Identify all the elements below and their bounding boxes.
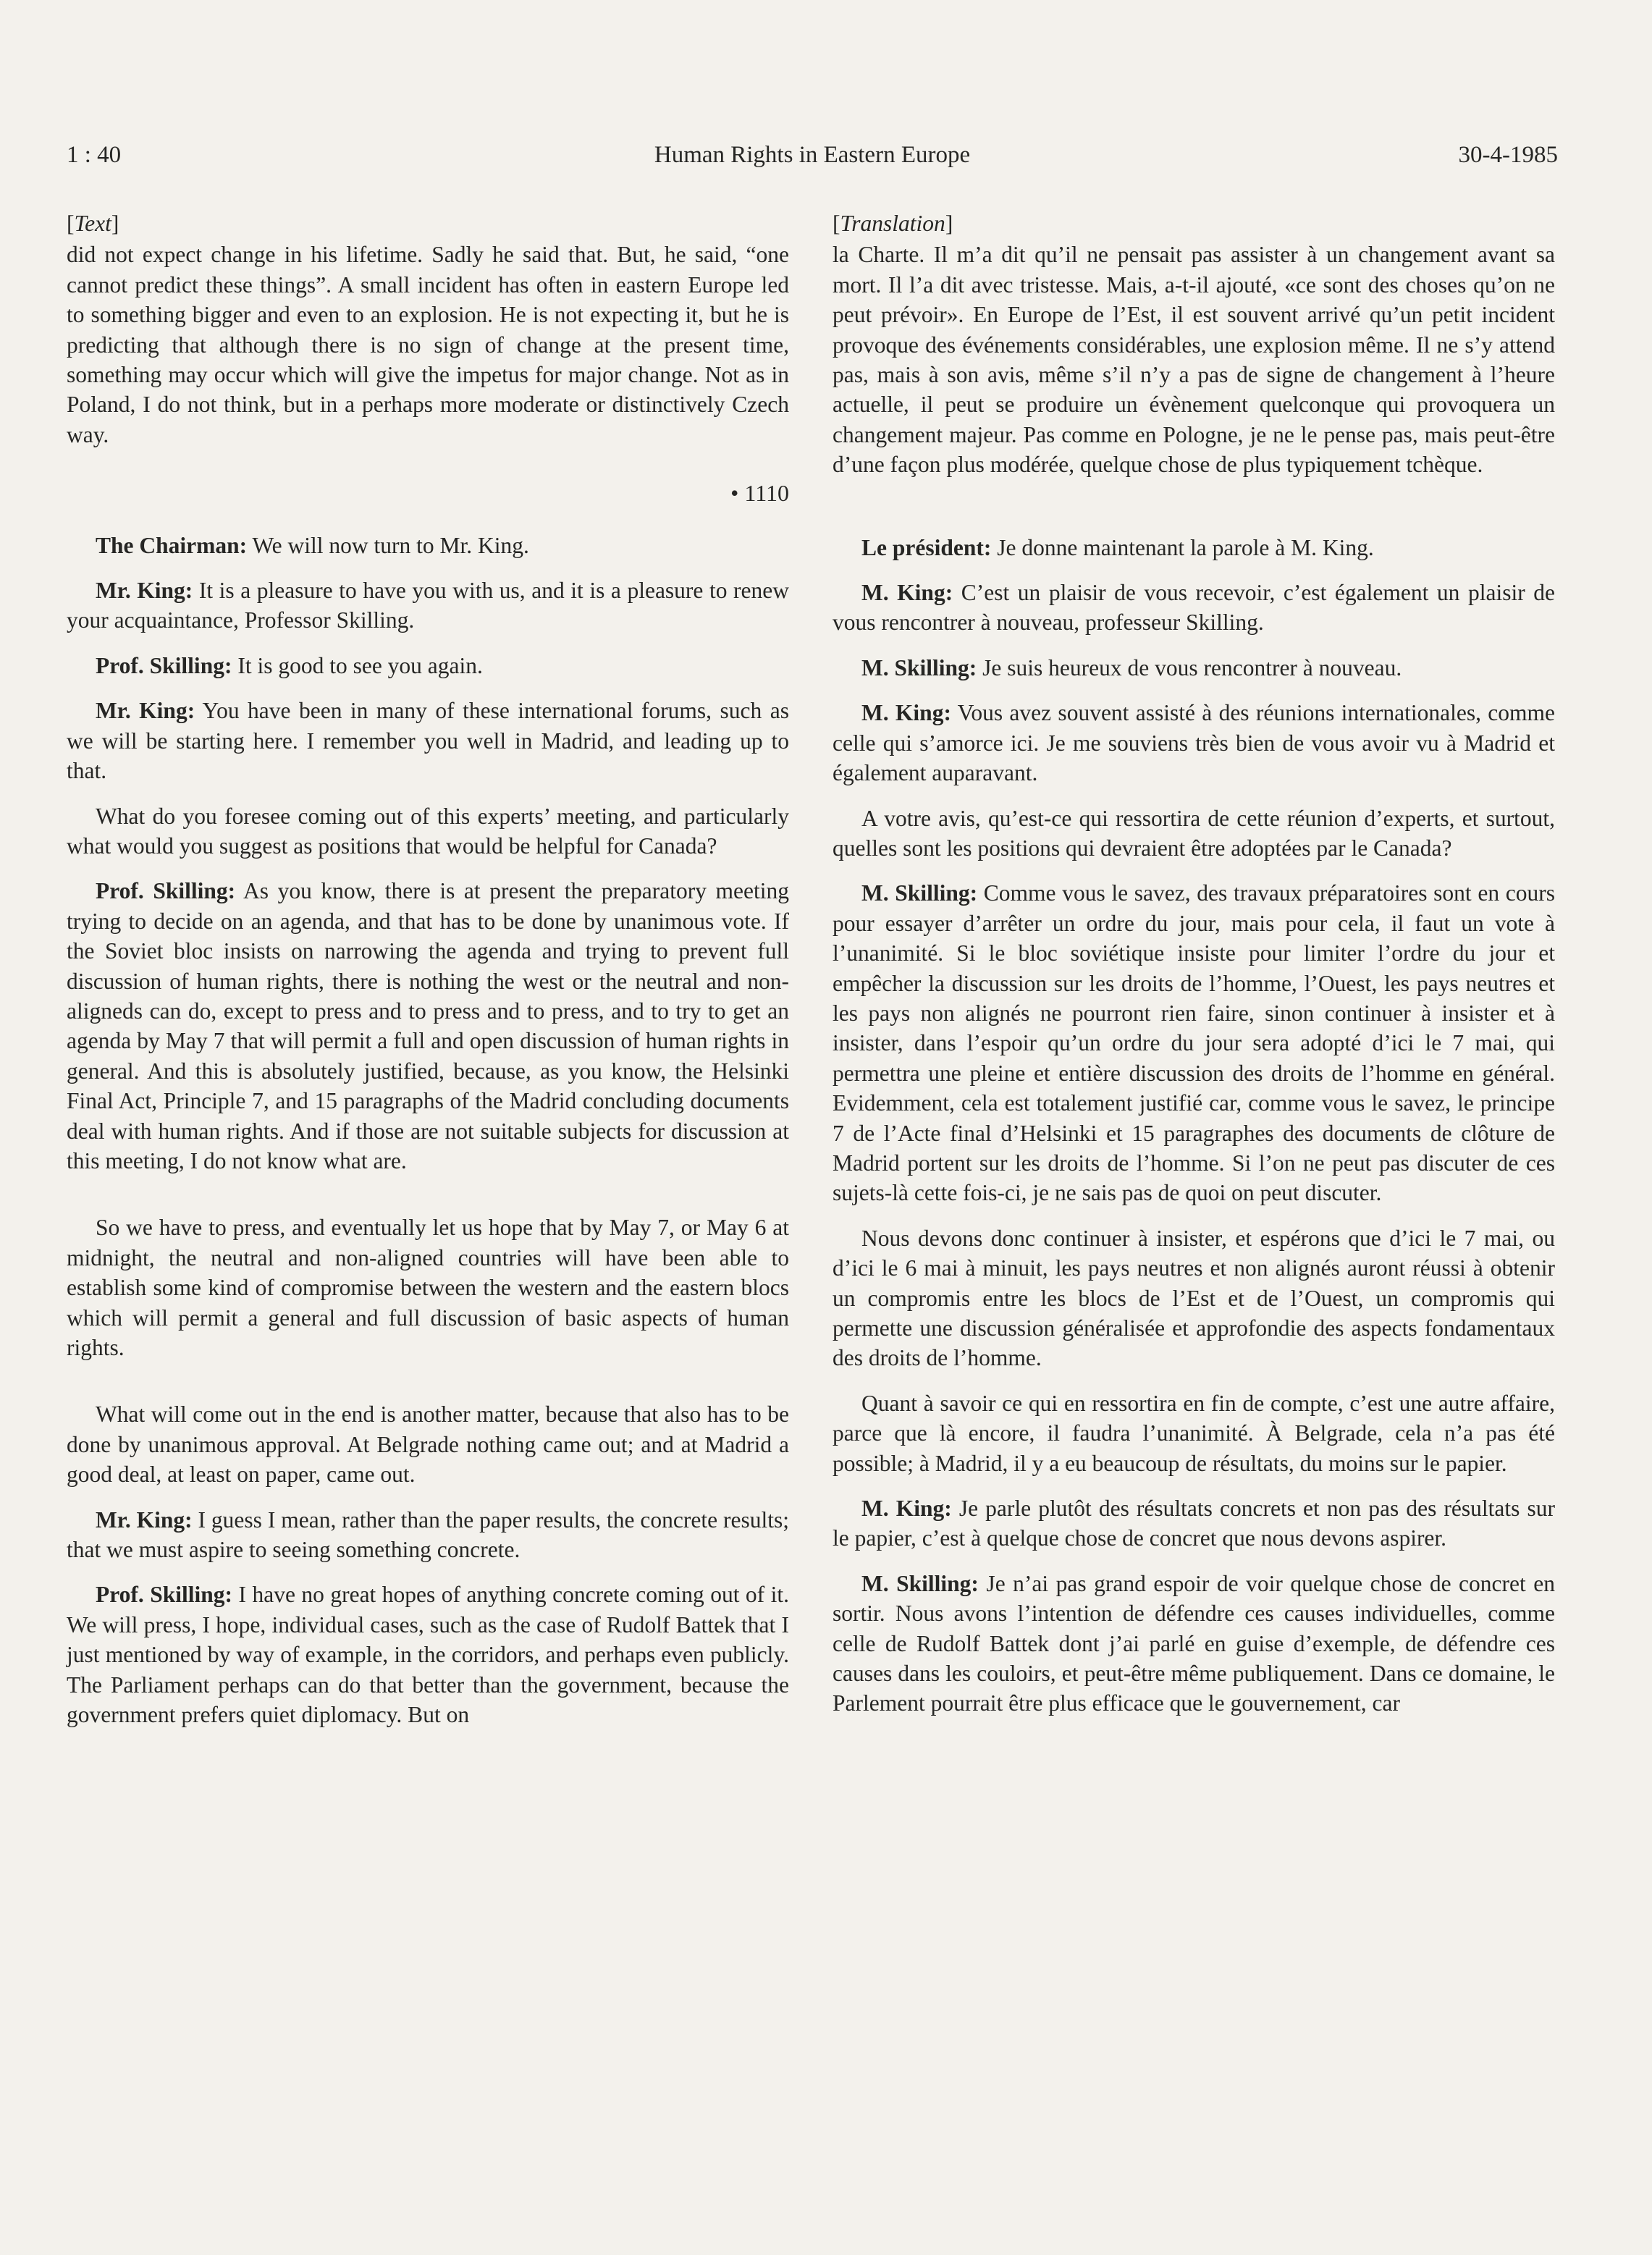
speech-paragraph: Le président: Je donne maintenant la parole à M. King. <box>861 534 1374 560</box>
column-tag: [Translation] <box>833 211 953 236</box>
paragraph: Quant à savoir ce qui en ressortira en fin de compte, c’est une autre affaire, parce que là encore, il faudra l’unanimité. À Belgrade, cela n’a pas été possible; à Madrid, il y a eu beaucoup de résultats, du moins sur le papier. <box>833 1390 1555 1476</box>
speaker-name: Le président: <box>861 534 992 560</box>
paragraph: So we have to press, and eventually let us hope that by May 7, or May 6 at midnight, the neutral and non-aligned countries will have been able to establish some kind of compromise between the western and the eastern blocs which will permit a general and full discussion of basic aspects of human rights. <box>67 1215 789 1360</box>
speech-paragraph: Prof. Skilling: As you know, there is at present the preparatory meeting trying to decide on an agenda, and that has to be done by unanimous vote. If the Soviet bloc insists on narrowing the agenda and trying to prevent full discussion of human rights, there is nothing the west or the neutral and non-aligneds can do, except to press and to press and to press, and to try to get an agenda by May 7 that will permit a full and open discussion of human rights in general. And this is absolutely justified, because, as you know, the Helsinki Final Act, Principle 7, and 15 paragraphs of the Madrid concluding documents deal with human rights. And if those are not suitable subjects for discussion at this meeting, I do not know what are. <box>67 878 790 1173</box>
speech-paragraph: Mr. King: I guess I mean, rather than the paper results, the concrete results; that we must aspire to seeing something concrete. <box>67 1506 789 1563</box>
speaker-name: M. Skilling: <box>861 880 978 906</box>
speaker-name: M. King: <box>861 580 953 606</box>
speaker-name: The Chairman: <box>96 532 248 558</box>
speech-paragraph: Prof. Skilling: I have no great hopes of anything concrete coming out of it. We will press, I hope, individual cases, such as the case of Rudolf Battek that I just mentioned by way of example, in the corridors, and perhaps even publicly. The Parliament perhaps can do that better than the government, because the government prefers quiet diplomacy. But on <box>67 1582 789 1728</box>
speech-paragraph: Prof. Skilling: It is good to see you again. <box>96 652 483 678</box>
speaker-name: Prof. Skilling: <box>96 878 236 904</box>
paragraph: A votre avis, qu’est-ce qui ressortira de cette réunion d’experts, et surtout, quelles sont les positions qui devraient être adoptées par le Canada? <box>833 805 1555 861</box>
speaker-name: Prof. Skilling: <box>96 1582 233 1608</box>
paragraph: What do you foresee coming out of this experts’ meeting, and particularly what would you suggest as positions that would be helpful for Canada? <box>67 803 789 859</box>
speaker-name: Mr. King: <box>96 1506 193 1533</box>
french-column <box>833 208 1555 1734</box>
speech-paragraph: M. Skilling: Comme vous le savez, des travaux préparatoires sont en cours pour essayer d’arrêter un ordre du jour, mais pour cela, il faut un vote à l’unanimité. Si le bloc soviétique insiste pour limiter l’ordre du jour et empêcher la discussion sur les droits de l’homme, l’Ouest, les pays neutres et les pays non alignés ne pourront rien faire, sinon continuer à insister et à insister, dans l’espoir qu’un ordre du jour sera adopté d’ici le 7 mai, qui permettra une pleine et entière discussion des droits de l’homme en général. Evidemment, cela est totalement justifié car, comme vous le savez, le principe 7 de l’Acte final d’Helsinki et 15 paragraphes des documents de clôture de Madrid portent sur les droits de l’homme. Si l’on ne peut pas discuter de ces sujets-là cette fois-ci, je ne sais pas de quoi on peut discuter. <box>833 880 1555 1206</box>
speaker-name: M. King: <box>861 1496 952 1522</box>
english-column <box>67 208 789 1745</box>
speaker-name: Prof. Skilling: <box>96 652 232 678</box>
header-date: 30-4-1985 <box>1458 142 1558 168</box>
paragraph: Nous devons donc continuer à insister, et espérons que d’ici le 7 mai, ou d’ici le 6 mai à minuit, les pays neutres et non alignés auront réussi à obtenir un compromis entre les blocs de l’Est et de l’Ouest, un compromis qui permette une discussion généralisée et approfondie des aspects fondamentaux des droits de l’homme. <box>833 1225 1555 1371</box>
page-header <box>67 142 1558 178</box>
speech-paragraph: M. Skilling: Je suis heureux de vous rencontrer à nouveau. <box>861 654 1402 680</box>
column-tag: [Text] <box>67 211 119 236</box>
running-title: Human Rights in Eastern Europe <box>654 142 971 168</box>
speech-paragraph: The Chairman: We will now turn to Mr. King. <box>96 532 529 558</box>
time-marker: • 1110 <box>730 480 789 507</box>
speech-paragraph: Mr. King: It is a pleasure to have you with us, and it is a pleasure to renew your acquaintance, Professor Skilling. <box>67 578 789 633</box>
paragraph: did not expect change in his lifetime. Sadly he said that. But, he said, “one cannot predict these things”. A small incident has often in eastern Europe led to something bigger and even to an explosion. He is not expecting it, but he is predicting that although there is no sign of change at the present time, something may occur which will give the impetus for major change. Not as in Poland, I do not think, but in a perhaps more moderate or distinctively Czech way. <box>67 242 789 447</box>
paragraph: What will come out in the end is another matter, because that also has to be done by unanimous approval. At Belgrade nothing came out; and at Madrid a good deal, at least on paper, came out. <box>67 1402 789 1488</box>
speech-paragraph: Mr. King: You have been in many of these international forums, such as we will be starting here. I remember you well in Madrid, and leading up to that. <box>67 698 789 784</box>
speaker-name: Mr. King: <box>96 578 193 604</box>
speaker-name: M. Skilling: <box>861 654 977 680</box>
speaker-name: M. Skilling: <box>861 1570 979 1596</box>
speech-paragraph: M. King: Vous avez souvent assisté à des réunions internationales, comme celle qui s’amorce ici. Je me souviens très bien de vous avoir vu à Madrid et également auparavant. <box>833 700 1556 786</box>
paragraph: la Charte. Il m’a dit qu’il ne pensait pas assister à un changement avant sa mort. Il l’a dit avec tristesse. Mais, a-t-il ajouté, «ce sont des choses qu’on ne peut prévoir». En Europe de l’Est, il est souvent arrivé qu’un petit incident provoque des événements considérables, une explosion même. Il ne s’y attend pas, mais à son avis, même s’il n’y a pas de signe de changement à l’heure actuelle, il peut se produire un évènement quelconque qui provoquera un changement majeur. Pas comme en Pologne, je ne le pense pas, mais peut-être d’une façon plus modérée, quelque chose de plus typiquement tchèque. <box>833 242 1555 478</box>
speech-paragraph: M. King: Je parle plutôt des résultats concrets et non pas des résultats sur le papier, c’est à quelque chose de concret que nous devons aspirer. <box>833 1496 1556 1551</box>
page-number: 1 : 40 <box>67 142 122 168</box>
speaker-name: Mr. King: <box>96 698 195 724</box>
speech-paragraph: M. King: C’est un plaisir de vous recevoir, c’est également un plaisir de vous rencontrer à nouveau, professeur Skilling. <box>833 580 1555 636</box>
speaker-name: M. King: <box>861 700 951 726</box>
speech-paragraph: M. Skilling: Je n’ai pas grand espoir de voir quelque chose de concret en sortir. Nous avons l’intention de défendre ces causes individuelles, comme celle de Rudolf Battek dont j’ai parlé en guise d’exemple, de défendre ces causes dans les couloirs, et peut-être même publiquement. Dans ce domaine, le Parlement pourrait être plus efficace que le gouvernement, car <box>833 1570 1555 1716</box>
